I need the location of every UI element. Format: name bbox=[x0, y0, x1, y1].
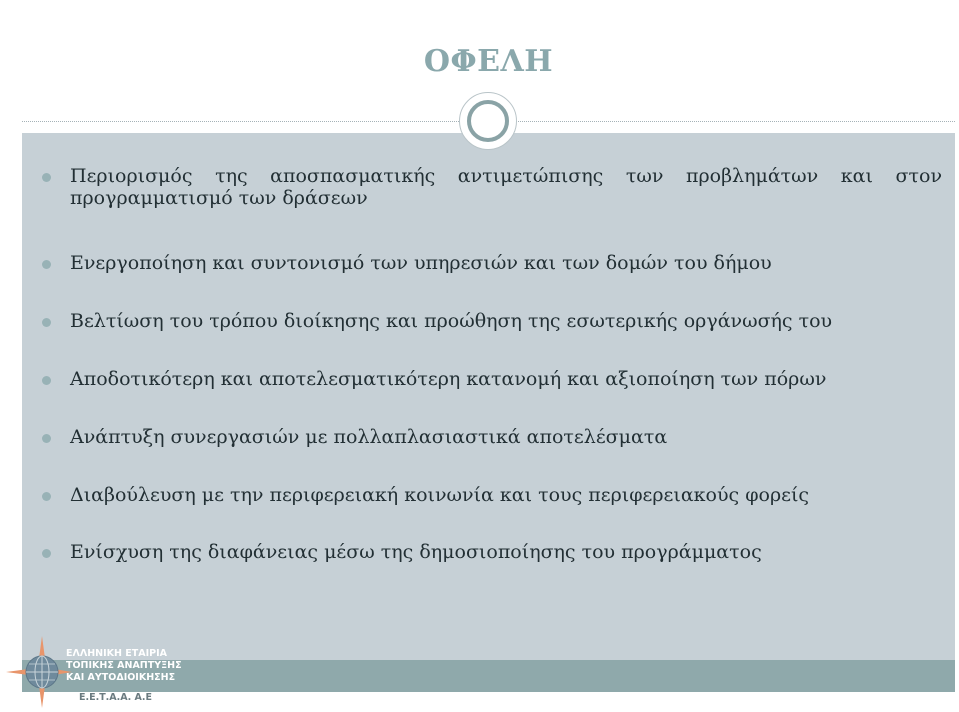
decorative-ring-inner bbox=[467, 100, 509, 142]
bullet-icon bbox=[42, 434, 51, 443]
decorative-ring-icon bbox=[459, 92, 517, 150]
bullet-text: Ανάπτυξη συνεργασιών με πολλαπλασιαστικά αποτελέσματα bbox=[70, 426, 668, 448]
bullet-icon bbox=[42, 376, 51, 385]
bullet-text: Διαβούλευση με την περιφερειακή κοινωνία και τους περιφερειακούς φορείς bbox=[70, 484, 810, 506]
list-item bbox=[42, 368, 942, 390]
list-item bbox=[42, 541, 942, 563]
bullet-text: Βελτίωση του τρόπου διοίκησης και προώθηση της εσωτερικής οργάνωσής του bbox=[70, 310, 833, 332]
slide-title: ΟΦΕΛΗ bbox=[423, 44, 554, 79]
logo-text bbox=[66, 648, 182, 684]
bullet-icon bbox=[42, 492, 51, 501]
list-item bbox=[42, 426, 942, 448]
bullet-text: Ενεργοποίηση και συντονισμό των υπηρεσιών και των δομών του δήμου bbox=[70, 252, 772, 274]
logo-line-1: ΕΛΛΗΝΙΚΗ ΕΤΑΙΡΙΑ bbox=[66, 648, 167, 659]
bullet-icon bbox=[42, 318, 51, 327]
logo-line-3: ΚΑΙ ΑΥΤΟΔΙΟΙΚΗΣΗΣ bbox=[66, 672, 176, 683]
bullet-text: Περιορισμός της αποσπασματικής αντιμετώπισης των προβλημάτων και στον προγραμματισμό των δράσεων bbox=[70, 165, 942, 209]
list-item bbox=[42, 310, 942, 332]
globe-compass-icon bbox=[4, 632, 74, 712]
company-logo bbox=[4, 632, 224, 712]
list-item bbox=[42, 484, 942, 506]
content-panel bbox=[22, 133, 955, 660]
logo-abbreviation: Ε.Ε.Τ.Α.Α. Α.Ε bbox=[79, 692, 152, 703]
logo-line-2: ΤΟΠΙΚΗΣ ΑΝΑΠΤΥΞΗΣ bbox=[66, 660, 182, 671]
bullet-text: Ενίσχυση της διαφάνειας μέσω της δημοσιοποίησης του προγράμματος bbox=[70, 541, 762, 563]
bullet-icon bbox=[42, 173, 51, 182]
list-item bbox=[42, 165, 942, 209]
bullet-icon bbox=[42, 549, 51, 558]
bullet-icon bbox=[42, 260, 51, 269]
list-item bbox=[42, 252, 942, 274]
bullet-text: Αποδοτικότερη και αποτελεσματικότερη κατανομή και αξιοποίηση των πόρων bbox=[70, 368, 827, 390]
